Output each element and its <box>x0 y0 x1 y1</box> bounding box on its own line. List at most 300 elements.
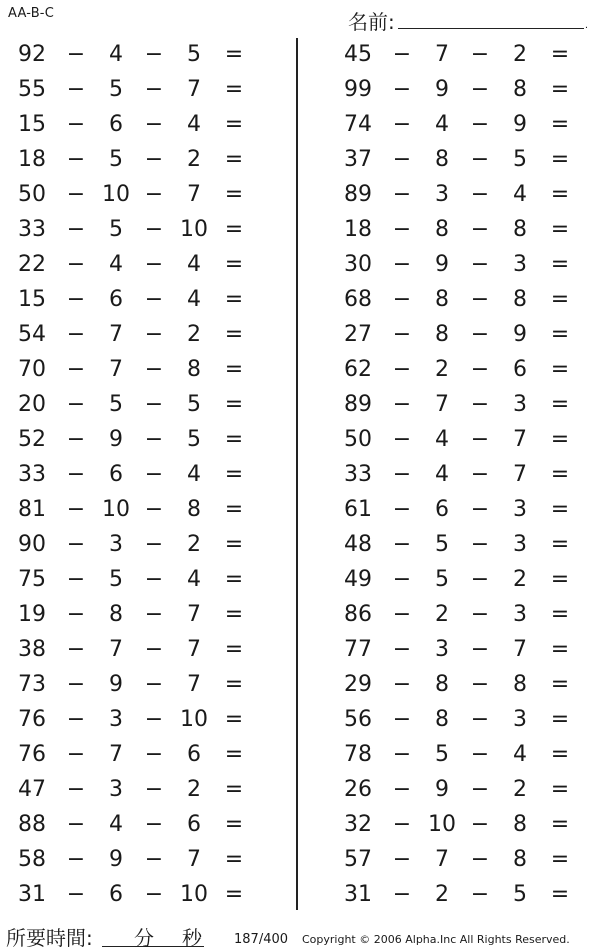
equals-sign: = <box>550 777 570 802</box>
subtrahend-1: 8 <box>435 287 449 312</box>
minus-sign: − <box>66 532 86 557</box>
minus-sign: − <box>144 252 164 277</box>
subtrahend-2: 8 <box>187 497 201 522</box>
subtrahend-1: 4 <box>109 252 123 277</box>
minus-sign: − <box>66 147 86 172</box>
minus-sign: − <box>66 497 86 522</box>
problem-row <box>0 318 270 353</box>
minus-sign: − <box>392 637 412 662</box>
minus-sign: − <box>392 742 412 767</box>
equals-sign: = <box>550 357 570 382</box>
minus-sign: − <box>470 672 490 697</box>
minus-sign: − <box>66 322 86 347</box>
problem-row <box>326 773 596 808</box>
minus-sign: − <box>392 567 412 592</box>
subtrahend-2: 3 <box>513 707 527 732</box>
minus-sign: − <box>470 497 490 522</box>
equals-sign: = <box>224 882 244 907</box>
minus-sign: − <box>392 287 412 312</box>
minuend: 26 <box>344 777 372 802</box>
problem-row <box>326 423 596 458</box>
minus-sign: − <box>392 112 412 137</box>
problem-row <box>326 808 596 843</box>
minus-sign: − <box>470 777 490 802</box>
subtrahend-1: 9 <box>109 672 123 697</box>
subtrahend-1: 4 <box>435 427 449 452</box>
subtrahend-2: 7 <box>513 427 527 452</box>
equals-sign: = <box>224 252 244 277</box>
subtrahend-1: 7 <box>435 847 449 872</box>
minuend: 20 <box>18 392 46 417</box>
subtrahend-2: 4 <box>187 287 201 312</box>
subtrahend-1: 7 <box>109 322 123 347</box>
minus-sign: − <box>392 252 412 277</box>
minus-sign: − <box>470 567 490 592</box>
subtrahend-1: 5 <box>109 77 123 102</box>
problem-row <box>326 213 596 248</box>
equals-sign: = <box>224 357 244 382</box>
subtrahend-1: 6 <box>109 462 123 487</box>
subtrahend-1: 3 <box>109 707 123 732</box>
minuend: 75 <box>18 567 46 592</box>
minuend: 58 <box>18 847 46 872</box>
subtrahend-2: 5 <box>513 882 527 907</box>
problem-row <box>0 283 270 318</box>
name-label: 名前: <box>348 10 395 34</box>
equals-sign: = <box>224 707 244 732</box>
seconds-label: 秒 <box>182 926 202 950</box>
minus-sign: − <box>66 602 86 627</box>
equals-sign: = <box>224 322 244 347</box>
minuend: 92 <box>18 42 46 67</box>
subtrahend-1: 3 <box>109 777 123 802</box>
problem-row <box>326 353 596 388</box>
minus-sign: − <box>66 567 86 592</box>
subtrahend-1: 7 <box>109 357 123 382</box>
equals-sign: = <box>550 602 570 627</box>
equals-sign: = <box>224 42 244 67</box>
equals-sign: = <box>224 427 244 452</box>
equals-sign: = <box>224 217 244 242</box>
equals-sign: = <box>224 497 244 522</box>
problem-row <box>0 878 270 913</box>
subtrahend-1: 4 <box>435 112 449 137</box>
minus-sign: − <box>392 777 412 802</box>
minus-sign: − <box>470 742 490 767</box>
minus-sign: − <box>470 602 490 627</box>
minus-sign: − <box>144 847 164 872</box>
minus-sign: − <box>392 847 412 872</box>
minuend: 99 <box>344 77 372 102</box>
problem-row <box>0 213 270 248</box>
minus-sign: − <box>470 287 490 312</box>
minus-sign: − <box>144 287 164 312</box>
minus-sign: − <box>470 847 490 872</box>
minus-sign: − <box>144 357 164 382</box>
subtrahend-1: 4 <box>109 812 123 837</box>
minus-sign: − <box>144 427 164 452</box>
subtrahend-2: 9 <box>513 322 527 347</box>
problem-row <box>0 738 270 773</box>
subtrahend-2: 3 <box>513 602 527 627</box>
subtrahend-1: 6 <box>109 112 123 137</box>
problem-row <box>0 633 270 668</box>
subtrahend-1: 4 <box>109 42 123 67</box>
equals-sign: = <box>550 462 570 487</box>
minus-sign: − <box>470 217 490 242</box>
problem-row <box>0 493 270 528</box>
minus-sign: − <box>470 322 490 347</box>
minuend: 30 <box>344 252 372 277</box>
minus-sign: − <box>392 462 412 487</box>
minus-sign: − <box>66 847 86 872</box>
problem-row <box>326 388 596 423</box>
equals-sign: = <box>550 182 570 207</box>
minuend: 86 <box>344 602 372 627</box>
problem-row <box>326 38 596 73</box>
minus-sign: − <box>470 147 490 172</box>
subtrahend-2: 3 <box>513 497 527 522</box>
minus-sign: − <box>66 357 86 382</box>
minus-sign: − <box>66 637 86 662</box>
equals-sign: = <box>550 217 570 242</box>
problem-row <box>0 773 270 808</box>
minuend: 76 <box>18 742 46 767</box>
subtrahend-1: 5 <box>435 567 449 592</box>
subtrahend-2: 6 <box>187 812 201 837</box>
subtrahend-1: 5 <box>435 532 449 557</box>
minuend: 81 <box>18 497 46 522</box>
minuend: 49 <box>344 567 372 592</box>
minus-sign: − <box>144 147 164 172</box>
subtrahend-1: 10 <box>102 182 130 207</box>
minuend: 68 <box>344 287 372 312</box>
subtrahend-2: 2 <box>187 322 201 347</box>
minuend: 33 <box>18 217 46 242</box>
subtrahend-2: 2 <box>513 567 527 592</box>
minus-sign: − <box>144 602 164 627</box>
subtrahend-1: 2 <box>435 882 449 907</box>
subtrahend-1: 7 <box>109 742 123 767</box>
minus-sign: − <box>144 567 164 592</box>
equals-sign: = <box>224 812 244 837</box>
minuend: 55 <box>18 77 46 102</box>
minus-sign: − <box>66 427 86 452</box>
equals-sign: = <box>224 147 244 172</box>
problem-row <box>0 598 270 633</box>
problem-row <box>0 353 270 388</box>
minuend: 33 <box>18 462 46 487</box>
problem-row <box>0 808 270 843</box>
equals-sign: = <box>224 567 244 592</box>
subtrahend-1: 5 <box>109 217 123 242</box>
subtrahend-1: 5 <box>109 567 123 592</box>
subtrahend-2: 10 <box>180 707 208 732</box>
subtrahend-1: 3 <box>435 637 449 662</box>
minus-sign: − <box>144 322 164 347</box>
subtrahend-1: 8 <box>109 602 123 627</box>
minuend: 89 <box>344 182 372 207</box>
equals-sign: = <box>550 252 570 277</box>
minus-sign: − <box>392 672 412 697</box>
problem-row <box>326 178 596 213</box>
name-field[interactable] <box>348 4 588 34</box>
minus-sign: − <box>144 462 164 487</box>
subtrahend-2: 5 <box>513 147 527 172</box>
minus-sign: − <box>144 707 164 732</box>
problem-row <box>0 423 270 458</box>
minuend: 31 <box>18 882 46 907</box>
minus-sign: − <box>392 427 412 452</box>
minuend: 74 <box>344 112 372 137</box>
minuend: 22 <box>18 252 46 277</box>
subtrahend-2: 5 <box>187 42 201 67</box>
name-dot: . <box>584 20 588 31</box>
equals-sign: = <box>224 602 244 627</box>
problem-row <box>0 248 270 283</box>
minuend: 18 <box>18 147 46 172</box>
equals-sign: = <box>550 532 570 557</box>
minus-sign: − <box>66 182 86 207</box>
problem-row <box>0 108 270 143</box>
minuend: 50 <box>18 182 46 207</box>
minus-sign: − <box>470 357 490 382</box>
subtrahend-1: 7 <box>435 42 449 67</box>
minuend: 33 <box>344 462 372 487</box>
subtrahend-1: 9 <box>435 252 449 277</box>
equals-sign: = <box>224 182 244 207</box>
minuend: 73 <box>18 672 46 697</box>
subtrahend-2: 4 <box>187 112 201 137</box>
minuend: 76 <box>18 707 46 732</box>
problem-row <box>326 108 596 143</box>
minus-sign: − <box>66 462 86 487</box>
subtrahend-2: 2 <box>187 532 201 557</box>
subtrahend-2: 4 <box>187 462 201 487</box>
subtrahend-1: 3 <box>109 532 123 557</box>
minus-sign: − <box>66 742 86 767</box>
equals-sign: = <box>224 462 244 487</box>
problem-row <box>326 738 596 773</box>
subtrahend-2: 8 <box>513 672 527 697</box>
minus-sign: − <box>144 42 164 67</box>
subtrahend-1: 6 <box>435 497 449 522</box>
column-divider <box>296 38 298 910</box>
minus-sign: − <box>470 252 490 277</box>
subtrahend-2: 2 <box>187 147 201 172</box>
minuend: 47 <box>18 777 46 802</box>
subtrahend-1: 9 <box>435 777 449 802</box>
equals-sign: = <box>550 707 570 732</box>
subtrahend-2: 2 <box>187 777 201 802</box>
subtrahend-1: 2 <box>435 602 449 627</box>
subtrahend-2: 7 <box>513 637 527 662</box>
minuend: 77 <box>344 637 372 662</box>
minus-sign: − <box>66 707 86 732</box>
problem-row <box>0 178 270 213</box>
subtrahend-2: 6 <box>187 742 201 767</box>
minus-sign: − <box>144 672 164 697</box>
problem-row <box>326 703 596 738</box>
minus-sign: − <box>144 532 164 557</box>
subtrahend-1: 7 <box>109 637 123 662</box>
minus-sign: − <box>392 147 412 172</box>
minuend: 56 <box>344 707 372 732</box>
minus-sign: − <box>392 42 412 67</box>
equals-sign: = <box>550 322 570 347</box>
equals-sign: = <box>550 112 570 137</box>
minus-sign: − <box>470 812 490 837</box>
subtrahend-1: 10 <box>428 812 456 837</box>
page-number: 187/400 <box>234 932 289 947</box>
subtrahend-2: 7 <box>187 847 201 872</box>
minus-sign: − <box>392 497 412 522</box>
subtrahend-1: 2 <box>435 357 449 382</box>
minuend: 88 <box>18 812 46 837</box>
problem-row <box>326 73 596 108</box>
minus-sign: − <box>66 777 86 802</box>
minuend: 27 <box>344 322 372 347</box>
minuend: 19 <box>18 602 46 627</box>
subtrahend-2: 8 <box>513 77 527 102</box>
problem-row <box>0 668 270 703</box>
equals-sign: = <box>224 847 244 872</box>
minus-sign: − <box>392 182 412 207</box>
minus-sign: − <box>144 182 164 207</box>
problem-row <box>326 598 596 633</box>
subtrahend-2: 7 <box>187 637 201 662</box>
equals-sign: = <box>550 42 570 67</box>
problem-row <box>0 528 270 563</box>
minuend: 61 <box>344 497 372 522</box>
equals-sign: = <box>550 882 570 907</box>
subtrahend-2: 9 <box>513 112 527 137</box>
minus-sign: − <box>470 532 490 557</box>
problem-row <box>0 388 270 423</box>
minuend: 31 <box>344 882 372 907</box>
minus-sign: − <box>470 637 490 662</box>
equals-sign: = <box>550 812 570 837</box>
time-label: 所要時間: <box>6 926 93 950</box>
problem-row <box>326 633 596 668</box>
minuend: 70 <box>18 357 46 382</box>
minuend: 37 <box>344 147 372 172</box>
minus-sign: − <box>144 637 164 662</box>
subtrahend-2: 8 <box>513 847 527 872</box>
subtrahend-1: 4 <box>435 462 449 487</box>
subtrahend-1: 8 <box>435 707 449 732</box>
problem-row <box>326 458 596 493</box>
problem-row <box>326 493 596 528</box>
minus-sign: − <box>66 252 86 277</box>
problem-row <box>0 143 270 178</box>
right-problem-column <box>326 38 596 913</box>
minus-sign: − <box>66 77 86 102</box>
minus-sign: − <box>470 392 490 417</box>
subtrahend-2: 8 <box>513 217 527 242</box>
equals-sign: = <box>224 77 244 102</box>
problem-row <box>0 843 270 878</box>
minuend: 48 <box>344 532 372 557</box>
minuend: 45 <box>344 42 372 67</box>
subtrahend-1: 10 <box>102 497 130 522</box>
problem-row <box>0 38 270 73</box>
minus-sign: − <box>470 77 490 102</box>
minus-sign: − <box>392 357 412 382</box>
minus-sign: − <box>470 42 490 67</box>
minuend: 32 <box>344 812 372 837</box>
subtrahend-2: 7 <box>187 182 201 207</box>
minutes-label: 分 <box>134 926 154 950</box>
minuend: 15 <box>18 112 46 137</box>
minus-sign: − <box>144 742 164 767</box>
subtrahend-2: 7 <box>513 462 527 487</box>
minus-sign: − <box>392 532 412 557</box>
problem-row <box>326 528 596 563</box>
minuend: 50 <box>344 427 372 452</box>
equals-sign: = <box>224 287 244 312</box>
problem-row <box>326 843 596 878</box>
minus-sign: − <box>66 672 86 697</box>
minus-sign: − <box>66 42 86 67</box>
minus-sign: − <box>144 812 164 837</box>
minus-sign: − <box>144 392 164 417</box>
equals-sign: = <box>550 742 570 767</box>
minuend: 57 <box>344 847 372 872</box>
subtrahend-2: 7 <box>187 672 201 697</box>
subtrahend-2: 5 <box>187 427 201 452</box>
minus-sign: − <box>144 77 164 102</box>
equals-sign: = <box>224 637 244 662</box>
worksheet-code: AA-B-C <box>8 6 54 21</box>
minus-sign: − <box>66 392 86 417</box>
subtrahend-2: 8 <box>513 812 527 837</box>
subtrahend-1: 5 <box>109 147 123 172</box>
name-underline <box>398 28 584 29</box>
problem-row <box>0 458 270 493</box>
subtrahend-2: 5 <box>187 392 201 417</box>
equals-sign: = <box>550 672 570 697</box>
subtrahend-2: 10 <box>180 217 208 242</box>
copyright-notice: Copyright © 2006 Alpha.Inc All Rights Reserved. <box>302 933 570 946</box>
subtrahend-2: 3 <box>513 392 527 417</box>
subtrahend-1: 5 <box>109 392 123 417</box>
equals-sign: = <box>550 77 570 102</box>
subtrahend-2: 3 <box>513 252 527 277</box>
equals-sign: = <box>224 742 244 767</box>
problem-row <box>0 703 270 738</box>
minus-sign: − <box>144 497 164 522</box>
equals-sign: = <box>550 392 570 417</box>
minus-sign: − <box>66 882 86 907</box>
subtrahend-1: 6 <box>109 287 123 312</box>
subtrahend-2: 10 <box>180 882 208 907</box>
minus-sign: − <box>392 217 412 242</box>
problem-row <box>326 563 596 598</box>
subtrahend-2: 7 <box>187 77 201 102</box>
subtrahend-2: 6 <box>513 357 527 382</box>
minuend: 18 <box>344 217 372 242</box>
subtrahend-1: 7 <box>435 392 449 417</box>
minuend: 78 <box>344 742 372 767</box>
minus-sign: − <box>66 812 86 837</box>
subtrahend-1: 9 <box>109 427 123 452</box>
subtrahend-1: 8 <box>435 217 449 242</box>
problem-row <box>326 143 596 178</box>
equals-sign: = <box>550 497 570 522</box>
footer <box>0 918 600 952</box>
minus-sign: − <box>144 217 164 242</box>
